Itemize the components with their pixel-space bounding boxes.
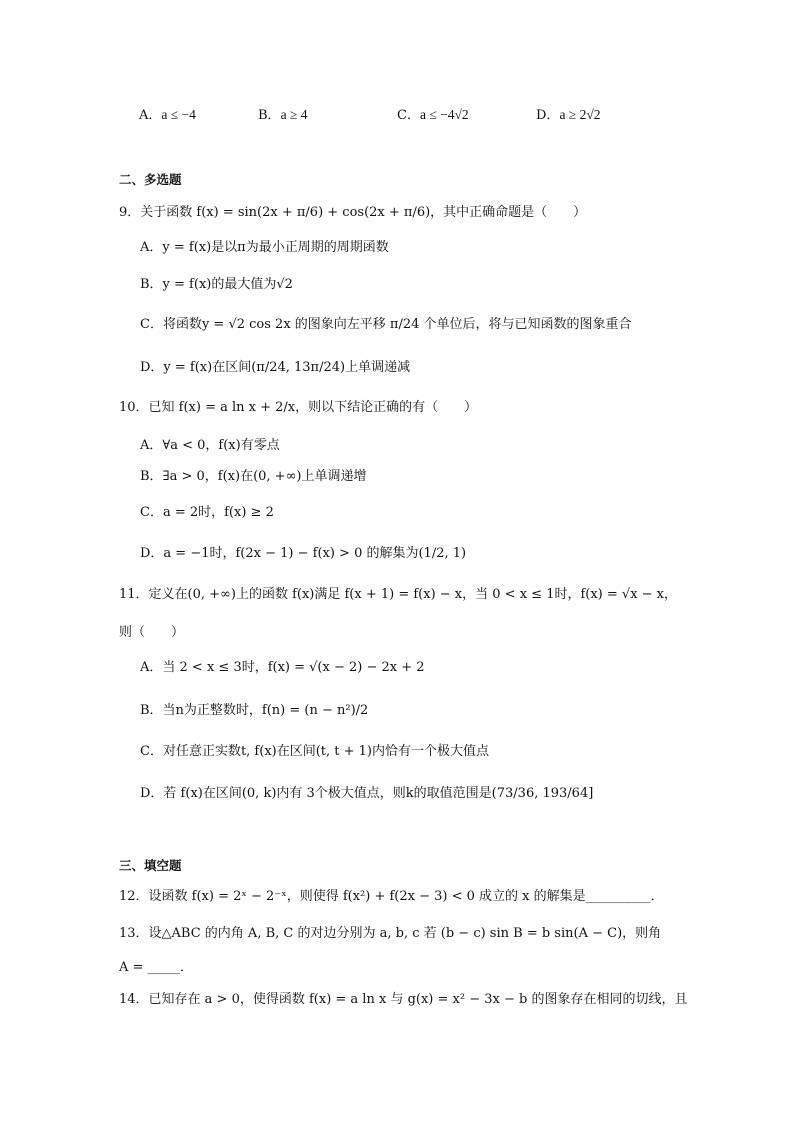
q13-text: 13．设△ABC 的内角 A, B, C 的对边分别为 a, b, c 若 (b − c) sin B = b sin(A − C)，则角 [119, 926, 662, 941]
section-heading-multiple-choice: 二、多选题 [119, 172, 182, 187]
q9-option-a: A．y = f(x)是以π为最小正周期的周期函数 [140, 240, 389, 255]
q8-option-c: C．a ≤ −4√2 [397, 107, 469, 123]
q8-option-d: D．a ≥ 2√2 [536, 107, 601, 123]
section-heading-fill-in: 三、填空题 [119, 858, 182, 873]
q10-option-c: C．a = 2时，f(x) ≥ 2 [140, 505, 274, 520]
q9-option-b: B．y = f(x)的最大值为√2 [140, 277, 293, 292]
q12-text: 12．设函数 f(x) = 2ˣ − 2⁻ˣ，则使得 f(x²) + f(2x − 3) < 0 成立的 x 的解集是__________． [119, 889, 664, 904]
q10-option-b: B．∃a > 0，f(x)在(0, +∞)上单调递增 [140, 469, 367, 484]
q8-option-b: B．a ≥ 4 [258, 107, 308, 123]
q9-option-d: D．y = f(x)在区间(π/24, 13π/24)上单调递减 [140, 360, 411, 375]
q14-text: 14．已知存在 a > 0，使得函数 f(x) = a ln x 与 g(x) = x² − 3x − b 的图象存在相同的切线，且 [119, 992, 688, 1007]
q8-options-row [0, 104, 794, 122]
q10-option-d: D．a = −1时，f(2x − 1) − f(x) > 0 的解集为(1/2, 1) [140, 546, 467, 561]
q10-stem: 10．已知 f(x) = a ln x + 2/x，则以下结论正确的有（ ） [119, 400, 478, 415]
q9-stem: 9．关于函数 f(x) = sin(2x + π/6) + cos(2x + π/6)，其中正确命题是（ ） [119, 205, 587, 220]
q11-option-c: C．对任意正实数t, f(x)在区间(t, t + 1)内恰有一个极大值点 [140, 744, 490, 759]
q8-option-a: A．a ≤ −4 [139, 107, 196, 123]
q11-stem-cont: 则（ ） [119, 625, 185, 640]
q11-option-a: A．当 2 < x ≤ 3时，f(x) = √(x − 2) − 2x + 2 [140, 660, 425, 675]
q13-text-cont: A = _____． [119, 960, 194, 975]
q9-option-c: C．将函数y = √2 cos 2x 的图象向左平移 π/24 个单位后，将与已知函数的图象重合 [140, 317, 632, 332]
q11-stem: 11．定义在(0, +∞)上的函数 f(x)满足 f(x + 1) = f(x) − x，当 0 < x ≤ 1时，f(x) = √x − x， [119, 587, 678, 602]
q10-option-a: A．∀a < 0，f(x)有零点 [140, 438, 280, 453]
q11-option-b: B．当n为正整数时，f(n) = (n − n²)/2 [140, 703, 369, 718]
q11-option-d: D．若 f(x)在区间(0, k)内有 3个极大值点，则k的取值范围是(73/36, 193/64] [140, 786, 594, 801]
